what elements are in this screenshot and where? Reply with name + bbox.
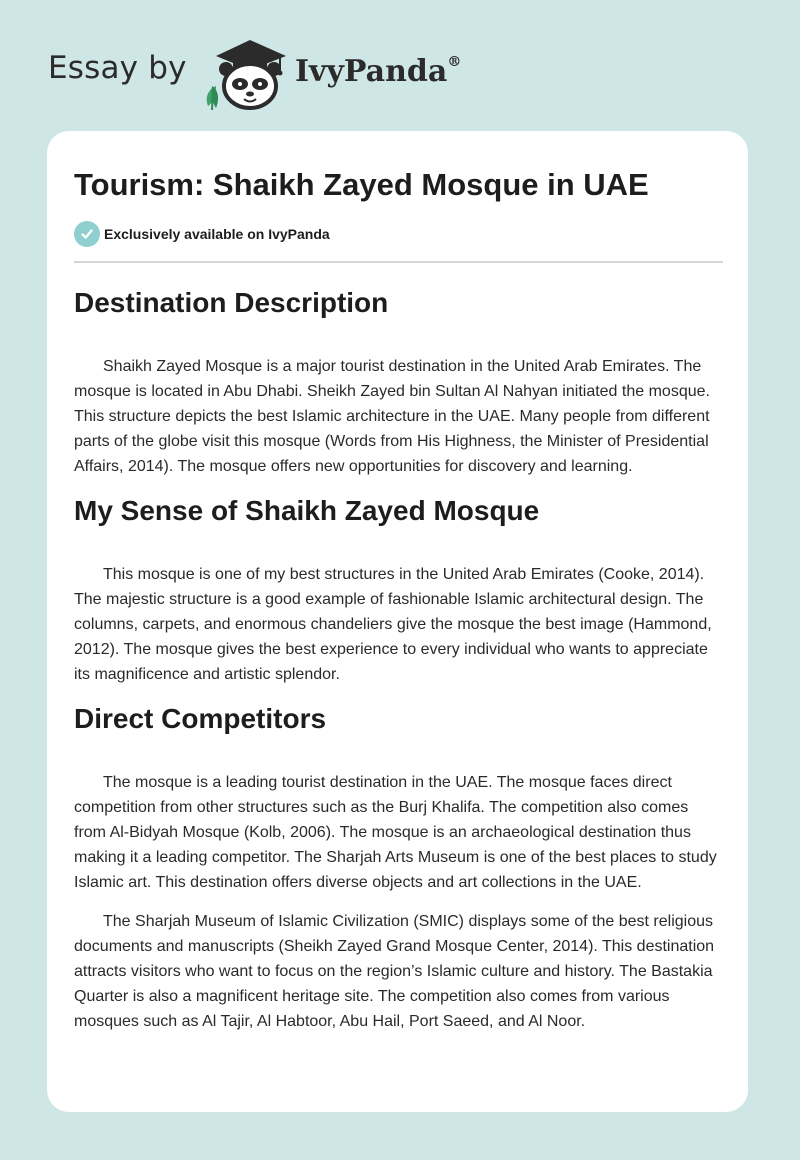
essay-by-label: Essay by (48, 50, 187, 86)
site-header (0, 0, 800, 130)
section-heading: Destination Description (74, 287, 389, 318)
registered-mark: ® (447, 54, 462, 70)
page-title: Tourism: Shaikh Zayed Mosque in UAE (74, 167, 649, 202)
brand-text: IvyPanda (295, 54, 448, 89)
title-divider (74, 261, 723, 263)
article-body (74, 281, 724, 1048)
paragraph: This mosque is one of my best structures in the United Arab Emirates (Cooke, 2014). The majestic structure is a good example of fashionable Islamic architectural design. The columns, carpets, and enormous chandeliers give the mosque the best image (Hammond, 2012). The mosque gives the best experience to every individual who wants to appreciate its magnificence and artistic splendor. (74, 566, 712, 683)
paragraph: The Sharjah Museum of Islamic Civilization (SMIC) displays some of the best religious documents and manuscripts (Sheikh Zayed Grand Mosque Center, 2014). This destination attracts visitors who want to focus on the region’s Islamic culture and history. The Bastakia Quarter is also a magnificent heritage site. The competition also comes from various mosques such as Al Tajir, Al Habtoor, Abu Hail, Port Saeed, and Al Noor. (74, 913, 715, 1030)
brand-name[interactable] (295, 54, 461, 89)
article-card (47, 131, 748, 1112)
panda-logo-icon (200, 36, 292, 112)
section-heading: Direct Competitors (74, 703, 327, 734)
checkmark-icon (74, 221, 100, 247)
section-heading: My Sense of Shaikh Zayed Mosque (74, 495, 540, 526)
exclusive-label: Exclusively available on IvyPanda (104, 226, 330, 242)
paragraph: Shaikh Zayed Mosque is a major tourist destination in the United Arab Emirates. The mosque is located in Abu Dhabi. Sheikh Zayed bin Sultan Al Nahyan initiated the mosque. This structure depicts the best Islamic architecture in the UAE. Many people from different parts of the globe visit this mosque (Words from His Highness, the Minister of Presidential Affairs, 2014). The mosque offers new opportunities for discovery and learning. (74, 358, 710, 475)
paragraph: The mosque is a leading tourist destination in the UAE. The mosque faces direct competition from other structures such as the Burj Khalifa. The competition also comes from Al-Bidyah Mosque (Kolb, 2006). The mosque is an archaeological destination thus making it a leading competitor. The Sharjah Arts Museum is one of the best places to study Islamic art. This destination offers diverse objects and art collections in the UAE. (74, 774, 717, 891)
exclusive-badge (74, 221, 330, 247)
